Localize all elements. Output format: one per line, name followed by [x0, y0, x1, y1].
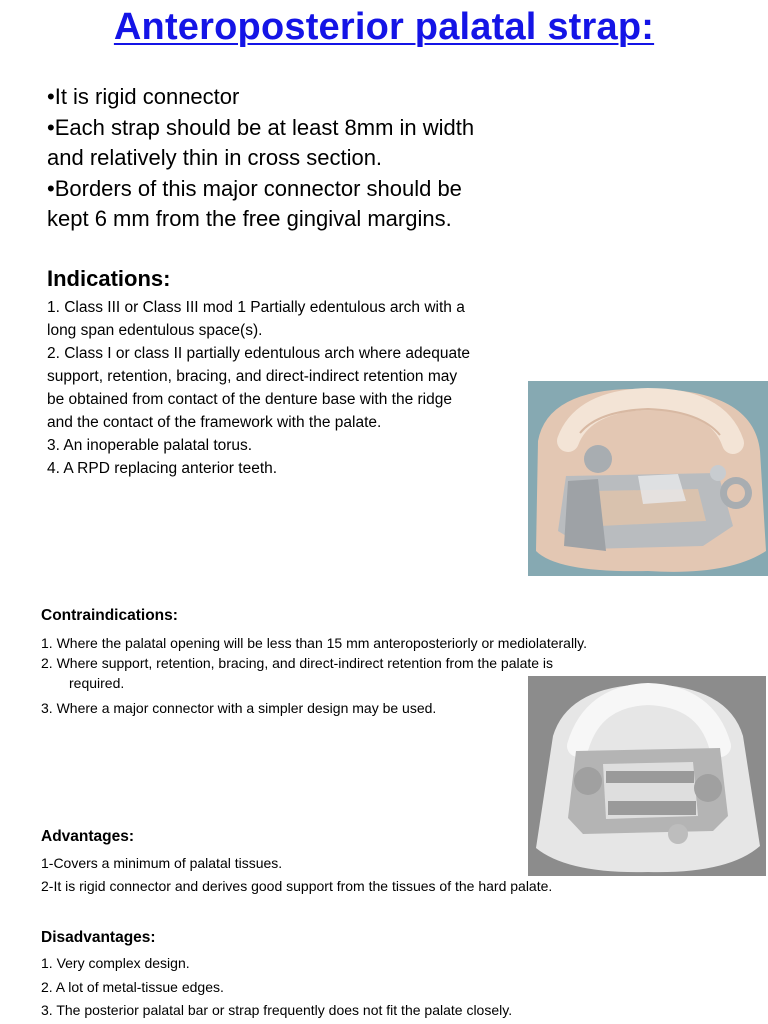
- denture-photo-grayscale: [528, 676, 766, 876]
- disadvantages-list: [41, 952, 741, 1023]
- disadvantage-item: 3. The posterior palatal bar or strap frequently does not fit the palate closely.: [41, 1002, 513, 1018]
- indication-line: be obtained from contact of the denture base with the ridge: [47, 391, 452, 408]
- indications-list: [47, 296, 527, 480]
- contraindication-item-continued: required.: [69, 675, 125, 691]
- bullet-line: •Each strap should be at least 8mm in width: [47, 114, 475, 140]
- indication-line: 1. Class III or Class III mod 1 Partially edentulous arch with a: [47, 299, 465, 316]
- advantage-item: 2-It is rigid connector and derives good support from the tissues of the hard palate.: [41, 878, 553, 894]
- indication-line: long span edentulous space(s).: [47, 322, 263, 339]
- contraindication-item: 3. Where a major connector with a simpler design may be used.: [41, 700, 437, 716]
- disadvantages-heading: Disadvantages:: [41, 929, 156, 946]
- indications-heading: Indications:: [47, 266, 171, 291]
- disadvantage-item: 1. Very complex design.: [41, 955, 190, 971]
- advantage-item: 1-Covers a minimum of palatal tissues.: [41, 855, 283, 871]
- page-title: Anteroposterior palatal strap:: [113, 6, 655, 48]
- indication-line: 2. Class I or class II partially edentulous arch where adequate: [47, 345, 471, 362]
- indication-line: and the contact of the framework with the palate.: [47, 414, 382, 431]
- contraindication-item: 1. Where the palatal opening will be less than 15 mm anteroposteriorly or mediolaterally.: [41, 635, 588, 651]
- bullet-line: and relatively thin in cross section.: [47, 145, 383, 170]
- advantages-list: [41, 852, 741, 898]
- intro-bullets: [47, 82, 547, 235]
- bullet-line: kept 6 mm from the free gingival margins.: [47, 206, 452, 231]
- contraindication-item: 2. Where support, retention, bracing, and direct-indirect retention from the palate is: [41, 655, 554, 671]
- advantages-heading: Advantages:: [41, 828, 135, 845]
- denture-photo-color: [528, 381, 768, 576]
- indication-line: support, retention, bracing, and direct-indirect retention may: [47, 368, 458, 385]
- bullet-line: •It is rigid connector: [47, 84, 240, 109]
- bullet-line: •Borders of this major connector should be: [47, 175, 462, 201]
- indication-line: 3. An inoperable palatal torus.: [47, 437, 253, 454]
- contraindications-heading: Contraindications:: [41, 607, 178, 624]
- disadvantage-item: 2. A lot of metal-tissue edges.: [41, 978, 224, 995]
- indication-line: 4. A RPD replacing anterior teeth.: [47, 460, 278, 477]
